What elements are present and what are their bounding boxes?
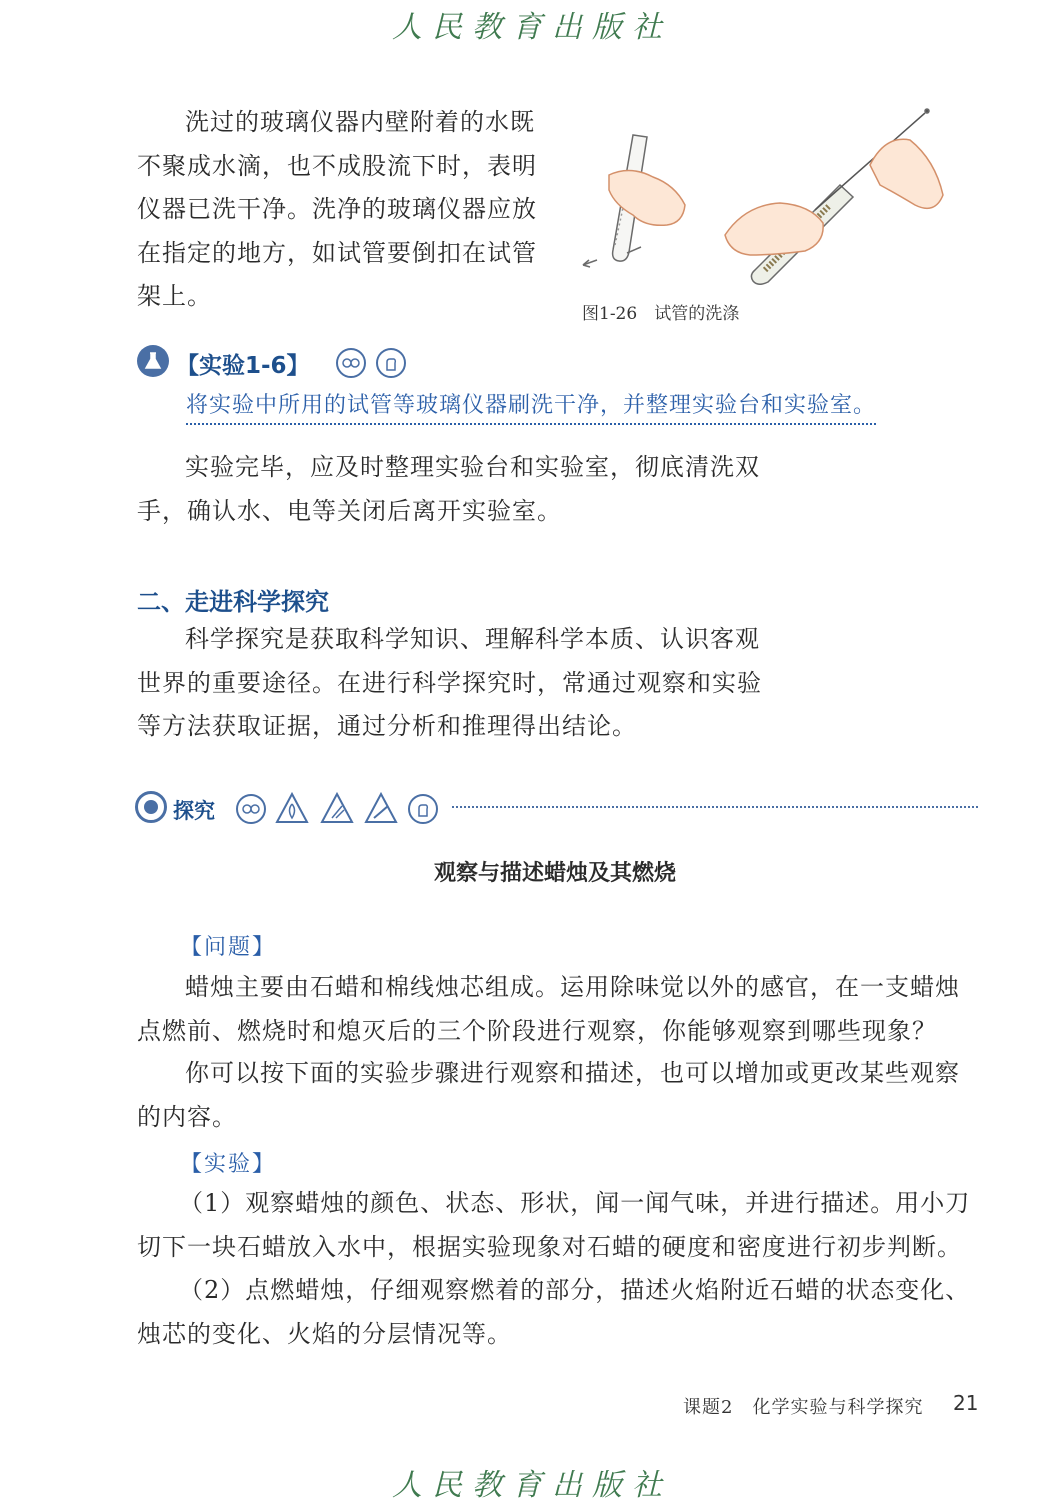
question-paragraph-1: 蜡烛主要由石蜡和棉线烛芯组成。运用除味觉以外的感官，在一支蜡烛点燃前、燃烧时和熄灭后的三个阶段进行观察，你能够观察到哪些现象？ [137,973,960,1045]
test-tube-washing-figure [575,105,955,285]
chapter-footer: 课题2 化学实验与科学探究 [683,1397,924,1418]
target-icon [135,791,167,823]
goggles-icon-2 [236,794,266,824]
section-title: 二、走进科学探究 [137,588,329,616]
experiment-step-1: （1）观察蜡烛的颜色、状态、形状，闻一闻气味，并进行描述。用小刀切下一块石蜡放入水中，根据实验现象对石蜡的硬度和密度进行初步判断。 [137,1189,971,1261]
hand-wash-icon-2 [408,794,438,824]
question-heading: 【问题】 [180,935,277,960]
explore-title: 观察与描述蜡烛及其燃烧 [433,860,676,886]
experiment-label: 【实验1-6】 [176,353,310,379]
sharp-object-icon [364,792,398,824]
body-paragraph-cleaning: 洗过的玻璃仪器内壁附着的水既不聚成水滴，也不成股流下时，表明仪器已洗干净。洗净的玻璃仪器应放在指定的地方，如试管要倒扣在试管架上。 [137,108,537,310]
question-paragraph-2: 你可以按下面的实验步骤进行观察和描述，也可以增加或更改某些观察的内容。 [137,1059,960,1131]
heat-warning-icon [320,792,354,824]
experiment-task: 将实验中所用的试管等玻璃仪器刷洗干净，并整理实验台和实验室。 [186,388,876,425]
section-paragraph: 科学探究是获取科学知识、理解科学本质、认识客观世界的重要途径。在进行科学探究时，常通过观察和实验等方法获取证据，通过分析和推理得出结论。 [137,625,762,740]
explore-label: 探究 [173,799,215,823]
publisher-logo-bottom: 人民教育出版社 [392,1468,672,1503]
experiment-step-2: （2）点燃蜡烛，仔细观察燃着的部分，描述火焰附近石蜡的状态变化、烛芯的变化、火焰的分层情况等。 [137,1276,971,1348]
hand-wash-icon [376,348,406,378]
dotted-divider [452,806,978,808]
publisher-logo: 人民教育出版社 [392,10,672,45]
flame-warning-icon [275,792,309,824]
figure-caption: 图1-26 试管的洗涤 [582,304,740,324]
experiment-heading: 【实验】 [180,1152,277,1177]
page-number: 21 [953,1391,979,1415]
body-paragraph-after-experiment: 实验完毕，应及时整理实验台和实验室，彻底清洗双手，确认水、电等关闭后离开实验室。 [137,453,760,525]
goggles-icon [336,348,366,378]
flask-icon [137,345,169,377]
